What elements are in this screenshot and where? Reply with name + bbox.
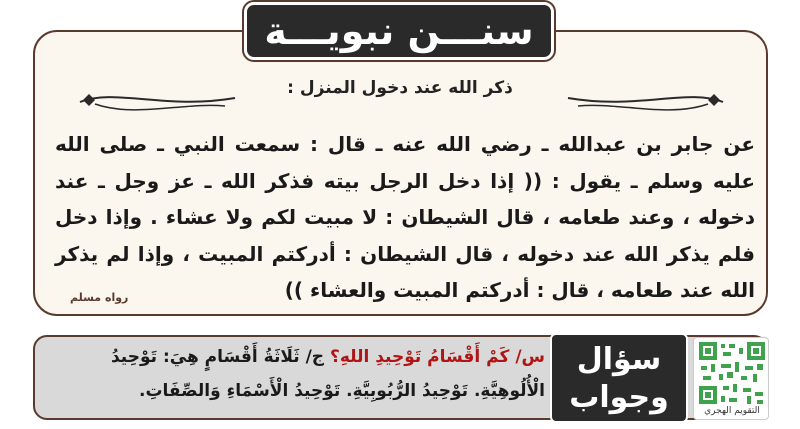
qr-code <box>693 337 769 420</box>
left-ornament-icon <box>75 80 240 120</box>
page-title-text: سنـــن نبويـــة <box>264 9 534 53</box>
qa-title-line1: سؤال <box>576 342 662 377</box>
qa-text <box>52 340 545 408</box>
qa-question: س/ كَمْ أَقْسَامُ تَوْحِيدِ اللهِ؟ <box>329 347 545 367</box>
hadith-subtitle: ذكر الله عند دخول المنزل : <box>287 78 513 98</box>
qr-caption: التقويم الهجري <box>704 406 760 416</box>
qr-code-icon <box>699 342 765 404</box>
hadith-source: رواه مسلم <box>70 291 129 304</box>
qa-title-line2: وجواب <box>569 380 669 415</box>
page-title <box>244 2 554 60</box>
qa-title <box>550 333 688 423</box>
hadith-text: عن جابر بن عبدالله ـ رضي الله عنه ـ قال : سمعت النبي ـ صلى الله عليه وسلم ـ يقول : (( إذا دخل الرجل بيته فذكر الله ـ عز وجل ـ عند دخوله ، وعند طعامه ، قال الشيطان : لا مبيت لكم ولا عشاء . وإذا دخل فلم يذكر الله عند دخوله ، قال الشيطان : أدركتم المبيت ، وإذا لم يذكر الله عند طعامه ، قال : أدركتم المبيت والعشاء )) <box>55 132 755 302</box>
qa-answer: ج/ ثَلَاثَةُ أَقْسَامٍ هِيَ: تَوْحِيدُ الْأُلُوهِيَّةِ. تَوْحِيدُ الرُّبُوبِيَّةِ. تَوْحِيدُ الْأَسْمَاءِ وَالصِّفَاتِ. <box>110 347 545 401</box>
right-ornament-icon <box>563 80 728 120</box>
